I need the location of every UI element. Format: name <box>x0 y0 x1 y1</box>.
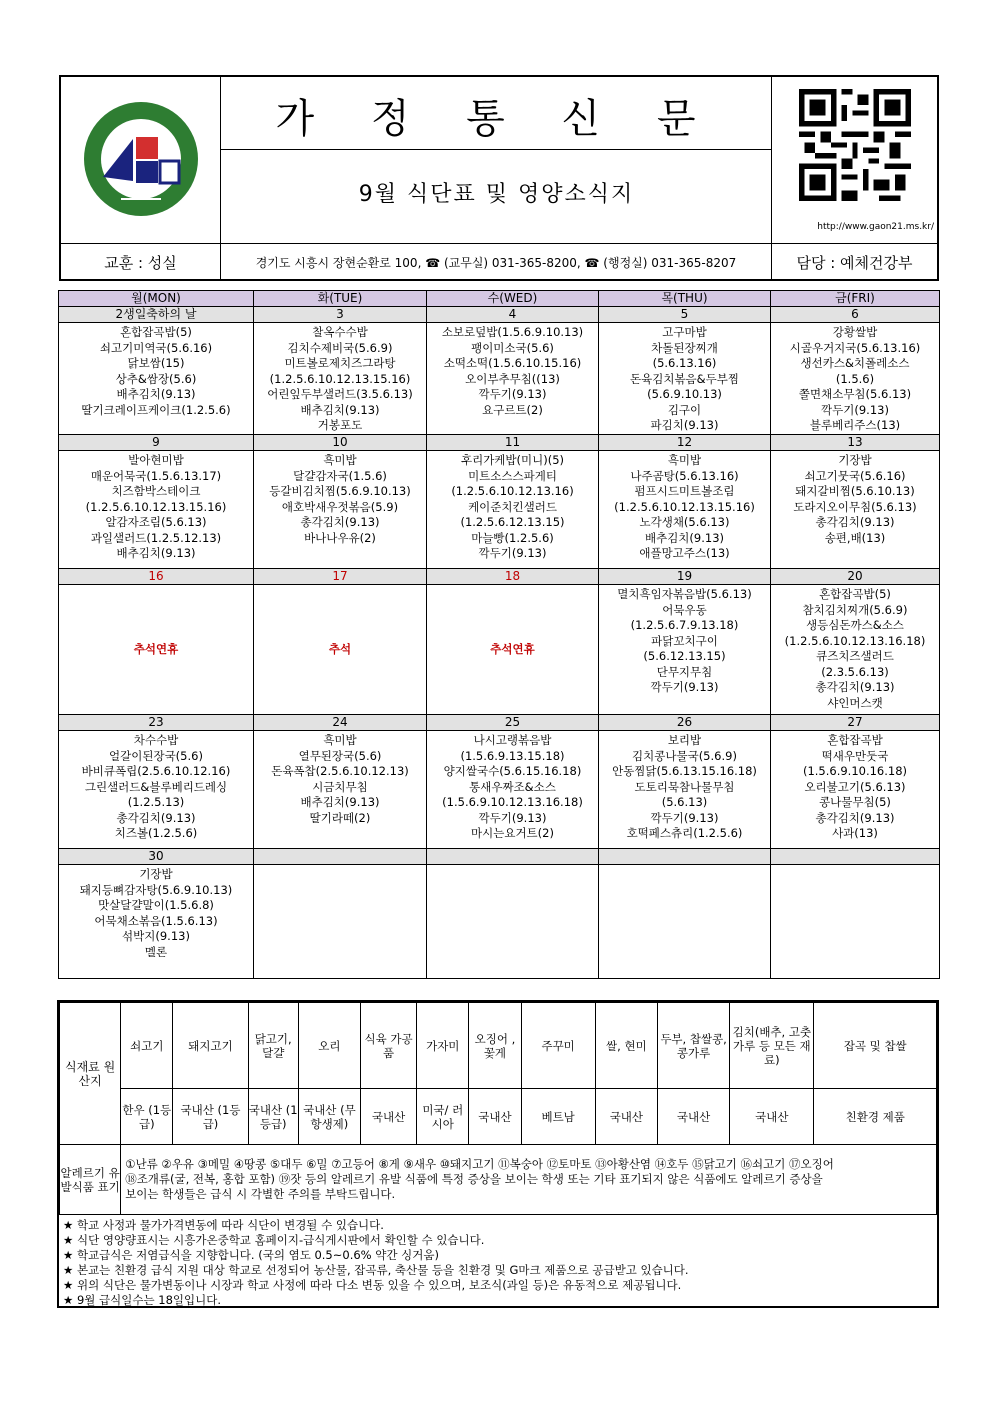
date-row <box>59 307 940 323</box>
meal-cell <box>599 451 771 569</box>
date-cell: 4 <box>427 307 599 323</box>
date-row <box>59 715 940 731</box>
date-cell: 9 <box>59 435 254 451</box>
date-row <box>59 569 940 585</box>
day-header: 금(FRI) <box>771 291 940 307</box>
origin-country: 국내산 <box>657 1089 729 1145</box>
menu-item: 기장밥 <box>139 867 173 881</box>
menu-item: 그린샐러드&블루베리드레싱 <box>84 779 228 794</box>
origin-country: 국내산 (1등급) <box>248 1089 298 1145</box>
origin-label: 식재료 원산지 <box>60 1003 121 1145</box>
school-address: 경기도 시흥시 장현순환로 100, ☎ (교무실) 031-365-8200, ☎ (행정실) 031-365-8207 <box>221 244 772 280</box>
newsletter-header <box>59 75 939 281</box>
origin-country: 국내산 <box>469 1089 521 1145</box>
school-motto: 교훈 : 성실 <box>61 244 221 280</box>
menu-item: 돈육폭찹(2.5.6.10.12.13) <box>271 764 409 778</box>
meal-cell <box>59 731 254 849</box>
menu-item: 요구르트(2) <box>482 402 543 417</box>
menu-item: 보리밥 <box>667 733 702 747</box>
menu-item: 총각김치(9.13) <box>300 515 380 529</box>
menu-item: 배추김치(9.13) <box>116 387 196 401</box>
menu-item: 총각김치(9.13) <box>815 680 895 694</box>
menu-item: 단무지무침 <box>656 664 713 679</box>
meal-calendar <box>58 290 940 979</box>
menu-item: 멸치흑임자볶음밥(5.6.13) <box>617 587 752 601</box>
menu-item: (1.2.5.6.7.9.13.18) <box>630 618 739 632</box>
menu-item: 큐즈치즈샐러드 <box>816 649 894 663</box>
date-cell: 10 <box>254 435 427 451</box>
origin-food: 잡곡 및 찹쌀 <box>814 1003 937 1089</box>
menu-item: (5.6.13) <box>661 795 708 809</box>
menu-item: 쫄면채소무침(5.6.13) <box>798 387 912 401</box>
origin-country: 친환경 제품 <box>814 1089 937 1145</box>
meal-cell <box>427 323 599 435</box>
note-line: ★ 학교 사정과 물가가격변동에 따라 식단이 변경될 수 있습니다. <box>63 1218 384 1232</box>
menu-item: 파닭꼬치구이 <box>651 633 718 648</box>
origin-food: 오징어 , 꽃게 <box>469 1003 521 1089</box>
meal-cell <box>254 731 427 849</box>
menu-item: 마시는요거트(2) <box>471 826 554 840</box>
menu-item: 통새우짜조&소스 <box>469 779 556 794</box>
date-cell: 25 <box>427 715 599 731</box>
note-line: ★ 위의 식단은 물가변동이나 시장과 학교 사정에 따라 다소 변동 있을 수 있으며, 보조식(과일 등)은 유동적으로 제공됩니다. <box>63 1278 682 1292</box>
meal-cell <box>59 865 254 979</box>
menu-item: (1.2.5.6.10.12.13.15.16) <box>269 371 411 386</box>
menu-item: 바비큐폭립(2.5.6.10.12.16) <box>81 764 231 778</box>
meal-cell <box>599 585 771 715</box>
menu-item: 발아현미밥 <box>128 453 184 467</box>
menu-item: 케이준치킨샐러드 <box>468 499 557 514</box>
menu-item: (5.6.12.13.15) <box>643 649 726 663</box>
date-cell: 30 <box>59 849 254 865</box>
menu-item: 사과(13) <box>832 826 878 840</box>
origin-country: 미국/ 러시아 <box>417 1089 469 1145</box>
menu-item: 흑미밥 <box>323 733 357 747</box>
origin-name-row <box>60 1003 937 1089</box>
origin-food: 돼지고기 <box>173 1003 248 1089</box>
origin-food: 식육 가공품 <box>360 1003 416 1089</box>
menu-item: 깍두기(9.13) <box>478 387 547 401</box>
meal-cell <box>427 451 599 569</box>
menu-item: 펌프시드미트볼조림 <box>634 484 735 498</box>
origin-country: 국내산 <box>730 1089 814 1145</box>
menu-item: 상추&쌈장(5.6) <box>115 371 197 386</box>
date-cell: 13 <box>771 435 940 451</box>
menu-item: 도토리묵참나물무침 <box>634 779 735 794</box>
date-cell: 3 <box>254 307 427 323</box>
menu-item: 바나나우유(2) <box>304 530 376 545</box>
origin-country: 국내산 <box>595 1089 657 1145</box>
info-row <box>61 243 937 279</box>
meal-cell <box>599 865 771 979</box>
menu-item: 멜론 <box>144 944 168 959</box>
date-row <box>59 849 940 865</box>
menu-item: (1.2.5.6.12.13.15) <box>460 515 565 529</box>
menu-item: 어린잎두부샐러드(3.5.6.13) <box>267 387 413 401</box>
menu-item: 고구마밥 <box>662 325 707 339</box>
menu-item: 참치김치찌개(5.6.9) <box>802 602 908 617</box>
menu-item: 팽이미소국(5.6) <box>471 340 554 355</box>
menu-item: 돼지갈비찜(5.6.10.13) <box>795 484 915 498</box>
menu-item: 애플망고주스(13) <box>639 546 730 560</box>
menu-item: (1.2.5.13) <box>127 795 185 809</box>
date-cell: 6 <box>771 307 940 323</box>
origin-country: 국내산 (무항생제) <box>298 1089 360 1145</box>
allergy-line-2: ⑱조개류(굴, 전복, 홍합 포함) ⑲잣 등의 알레르기 유발 식품에 특정 증상을 보이는 학생 또는 기타 표기되지 않은 식품에도 알레르기 증상을 <box>125 1172 823 1186</box>
date-cell: 19 <box>599 569 771 585</box>
menu-item: 알감자조림(5.6.13) <box>105 515 207 529</box>
menu-item: 흑미밥 <box>323 453 357 467</box>
meal-cell <box>771 323 940 435</box>
qr-cell <box>772 77 937 243</box>
menu-item: 깍두기(9.13) <box>478 546 547 560</box>
origin-food: 두부, 찹쌀콩, 콩가루 <box>657 1003 729 1089</box>
origin-food: 가자미 <box>417 1003 469 1089</box>
menu-item: 깍두기(9.13) <box>821 402 889 417</box>
meal-cell <box>771 585 940 715</box>
menu-item: 나주곰탕(5.6.13.16) <box>630 468 739 483</box>
menu-item: 딸기라떼(2) <box>309 810 371 825</box>
menu-item: 소떡소떡(1.5.6.10.15.16) <box>443 356 582 370</box>
menu-item: 떡새우만둣국 <box>821 748 889 763</box>
date-cell: 26 <box>599 715 771 731</box>
school-logo <box>81 99 201 219</box>
menu-item: 도라지오이무침(5.6.13) <box>793 499 917 514</box>
info-panel <box>57 1000 939 1308</box>
day-header: 수(WED) <box>427 291 599 307</box>
date-cell: 23 <box>59 715 254 731</box>
date-cell: 2생일축하의 날 <box>59 307 254 323</box>
menu-item: (1.5.6.9.10.12.13.16.18) <box>442 795 583 809</box>
menu-item: (1.5.6.9.10.16.18) <box>802 764 908 778</box>
menu-item: 시골우거지국(5.6.13.16) <box>789 340 921 355</box>
menu-item: 차돌된장찌개 <box>651 340 718 355</box>
date-cell <box>427 849 599 865</box>
day-header: 월(MON) <box>59 291 254 307</box>
menu-item: 거봉포도 <box>317 418 363 432</box>
allergy-line-3: 보이는 학생들은 급식 시 각별한 주의를 부탁드립니다. <box>125 1187 396 1201</box>
menu-item: 양지쌀국수(5.6.15.16.18) <box>443 764 582 778</box>
meal-cell <box>427 585 599 715</box>
origin-food: 쇠고기 <box>121 1003 173 1089</box>
date-cell <box>254 849 427 865</box>
menu-item: 혼합잡곡밥(5) <box>819 587 891 601</box>
menu-item: 김구이 <box>667 402 702 417</box>
date-cell: 11 <box>427 435 599 451</box>
meal-cell <box>599 731 771 849</box>
menu-item: 총각김치(9.13) <box>116 810 196 825</box>
menu-item: 깍두기(9.13) <box>650 810 719 825</box>
menu-item: 애호박새우젓볶음(5.9) <box>281 499 399 514</box>
meal-row <box>59 731 940 849</box>
date-cell <box>771 849 940 865</box>
menu-item: 혼합잡곡밥(5) <box>120 325 192 339</box>
menu-item: 돈육김치볶음&두부찜 <box>630 371 739 386</box>
note-line: ★ 식단 영양량표시는 시흥가온중학교 홈페이지-급식게시판에서 확인할 수 있습니다. <box>63 1233 485 1247</box>
menu-item: 치즈볼(1.2.5.6) <box>114 826 198 840</box>
date-cell: 12 <box>599 435 771 451</box>
origin-food: 닭고기, 달걀 <box>248 1003 298 1089</box>
menu-item: 어묵우동 <box>662 602 707 617</box>
allergy-label: 알레르기 유발식품 표기 <box>60 1145 121 1215</box>
newsletter-title: 가 정 통 신 문 <box>275 96 718 142</box>
menu-item: 얼갈이된장국(5.6) <box>109 748 203 763</box>
menu-item: 매운어묵국(1.5.6.13.17) <box>90 468 222 483</box>
day-header-row <box>59 291 940 307</box>
menu-item: 시금치무침 <box>312 779 368 794</box>
meal-cell <box>254 451 427 569</box>
day-header: 화(TUE) <box>254 291 427 307</box>
menu-item: 찰옥수수밥 <box>312 325 368 339</box>
date-cell: 17 <box>254 569 427 585</box>
meal-cell <box>599 323 771 435</box>
note-line: ★ 학교급식은 저염급식을 지향합니다. (국의 염도 0.5~0.6% 약간 싱거움) <box>63 1248 439 1262</box>
note-line: ★ 9월 급식일수는 18일입니다. <box>63 1293 221 1307</box>
menu-item: 쇠고기뭇국(5.6.16) <box>804 468 906 483</box>
meal-cell <box>771 731 940 849</box>
menu-item: 김치콩나물국(5.6.9) <box>632 748 737 763</box>
menu-item: 생선카스&치폴레소스 <box>800 356 910 370</box>
allergy-line-1: ①난류 ②우유 ③메밀 ④땅콩 ⑤대두 ⑥밀 ⑦고등어 ⑧게 ⑨새우 ⑩돼지고기 ⑪복숭아 ⑫토마토 ⑬아황산염 ⑭호두 ⑮닭고기 ⑯쇠고기 ⑰오징어 <box>125 1157 834 1171</box>
menu-item: 오이부추무침((13) <box>465 371 560 386</box>
origin-country: 국내산 <box>360 1089 416 1145</box>
meal-row <box>59 451 940 569</box>
menu-item: (5.6.13.16) <box>652 356 717 370</box>
origin-food: 김치(배추, 고춧가루 등 모든 재료) <box>730 1003 814 1089</box>
menu-item: 강황쌀밥 <box>832 325 878 339</box>
holiday-label: 추석 <box>328 641 352 656</box>
menu-item: 블루베리주스(13) <box>809 418 901 432</box>
newsletter-subtitle: 9월 식단표 및 영양소식지 <box>358 182 635 207</box>
menu-item: 호떡페스츄리(1.2.5.6) <box>626 826 743 840</box>
menu-item: (1.5.6) <box>835 371 875 386</box>
title-cell <box>221 77 772 243</box>
menu-item: 딸기크레이프케이크(1.2.5.6) <box>81 402 231 417</box>
origin-country: 한우 (1등급) <box>121 1089 173 1145</box>
menu-item: (1.2.5.6.10.12.13.16) <box>451 484 574 498</box>
meal-cell <box>59 451 254 569</box>
menu-item: 기장밥 <box>838 453 872 467</box>
menu-item: 송편,배(13) <box>824 530 886 545</box>
menu-item: 후리가케밥(미니)(5) <box>460 453 565 467</box>
meal-cell <box>254 585 427 715</box>
holiday-label: 추석연휴 <box>490 641 535 656</box>
menu-item: 차수수밥 <box>133 733 179 747</box>
menu-item: (2.3.5.6.13) <box>821 664 889 679</box>
qr-code-icon <box>799 89 911 201</box>
menu-item: 열무된장국(5.6) <box>298 748 382 763</box>
menu-item: 생등심돈까스&소스 <box>806 618 904 632</box>
menu-item: (1.2.5.6.10.12.13.15.16) <box>85 499 227 514</box>
meal-cell <box>771 451 940 569</box>
meal-row <box>59 865 940 979</box>
menu-item: 배추김치(9.13) <box>300 402 380 417</box>
origin-value-row <box>60 1089 937 1145</box>
origin-table <box>59 1002 937 1215</box>
menu-item: 어묵채소볶음(1.5.6.13) <box>94 913 218 928</box>
menu-item: 달걀감자국(1.5.6) <box>293 468 387 483</box>
meal-cell <box>427 865 599 979</box>
origin-food: 주꾸미 <box>521 1003 595 1089</box>
day-header: 목(THU) <box>599 291 771 307</box>
date-cell: 24 <box>254 715 427 731</box>
school-url[interactable]: http://www.gaon21.ms.kr/ <box>817 222 934 232</box>
menu-item: 배추김치(9.13) <box>644 530 724 545</box>
menu-item: 총각김치(9.13) <box>815 515 895 529</box>
meal-cell <box>771 865 940 979</box>
allergy-row <box>60 1145 937 1215</box>
meal-row <box>59 585 940 715</box>
menu-item: (5.6.9.10.13) <box>647 387 722 401</box>
menu-item: 파김치(9.13) <box>650 418 719 432</box>
menu-item: 흑미밥 <box>667 453 702 467</box>
menu-item: 돼지등뼈감자탕(5.6.9.10.13) <box>79 882 233 897</box>
origin-food: 쌀, 현미 <box>595 1003 657 1089</box>
menu-item: 치즈함박스테이크 <box>111 484 201 498</box>
menu-item: (1.5.6.9.13.15.18) <box>460 748 565 763</box>
date-cell <box>599 849 771 865</box>
menu-item: 노각생채(5.6.13) <box>639 515 730 529</box>
menu-item: 미트볼로제치즈그라탕 <box>284 356 396 370</box>
meal-row <box>59 323 940 435</box>
meal-cell <box>59 585 254 715</box>
menu-item: 깍두기(9.13) <box>650 680 719 694</box>
origin-food: 오리 <box>298 1003 360 1089</box>
menu-item: 총각김치(9.13) <box>815 810 895 825</box>
note-line: ★ 본교는 친환경 급식 지원 대상 학교로 선정되어 농산물, 잡곡류, 축산물 등을 친환경 및 G마크 제품으로 공급받고 있습니다. <box>63 1263 689 1277</box>
menu-item: 섞박지(9.13) <box>122 929 190 943</box>
menu-item: (1.2.5.6.10.12.13.15.16) <box>614 499 755 514</box>
date-cell: 20 <box>771 569 940 585</box>
date-cell: 16 <box>59 569 254 585</box>
menu-item: 안동찜닭(5.6.13.15.16.18) <box>612 764 757 778</box>
allergy-text <box>121 1145 937 1215</box>
meal-cell <box>427 731 599 849</box>
menu-item: 미트소스스파게티 <box>468 468 557 483</box>
menu-item: 과일샐러드(1.2.5.12.13) <box>90 530 222 545</box>
origin-country: 베트남 <box>521 1089 595 1145</box>
title-divider <box>221 149 772 150</box>
meal-cell <box>254 865 427 979</box>
date-cell: 5 <box>599 307 771 323</box>
holiday-label: 추석연휴 <box>133 641 179 656</box>
menu-item: (1.2.5.6.10.12.13.16.18) <box>784 633 926 648</box>
origin-country: 국내산 (1등급) <box>173 1089 248 1145</box>
menu-item: 샤인머스캣 <box>827 695 883 710</box>
meal-cell <box>254 323 427 435</box>
menu-item: 맛살달걀말이(1.5.6.8) <box>98 898 214 912</box>
menu-item: 배추김치(9.13) <box>300 795 380 809</box>
menu-item: 닭보쌈(15) <box>127 356 185 370</box>
menu-item: 콩나물무침(5) <box>819 795 891 809</box>
menu-item: 마늘빵(1.2.5.6) <box>471 530 554 545</box>
department-in-charge: 담당 : 예체건강부 <box>796 253 913 272</box>
menu-item: 소보로덮밥(1.5.6.9.10.13) <box>441 325 584 339</box>
menu-item: 김치수제비국(5.6.9) <box>287 340 393 355</box>
notes-list <box>63 1218 933 1308</box>
date-cell: 27 <box>771 715 940 731</box>
menu-item: 등갈비김치찜(5.6.9.10.13) <box>269 484 411 498</box>
menu-item: 배추김치(9.13) <box>116 546 196 560</box>
menu-item: 나시고랭볶음밥 <box>473 733 552 747</box>
school-logo-cell <box>61 77 221 243</box>
date-cell: 18 <box>427 569 599 585</box>
meal-cell <box>59 323 254 435</box>
date-row <box>59 435 940 451</box>
menu-item: 쇠고기미역국(5.6.16) <box>99 340 213 355</box>
menu-item: 깍두기(9.13) <box>478 810 547 825</box>
menu-item: 오리불고기(5.6.13) <box>804 779 906 794</box>
menu-item: 혼합잡곡밥 <box>827 733 883 747</box>
